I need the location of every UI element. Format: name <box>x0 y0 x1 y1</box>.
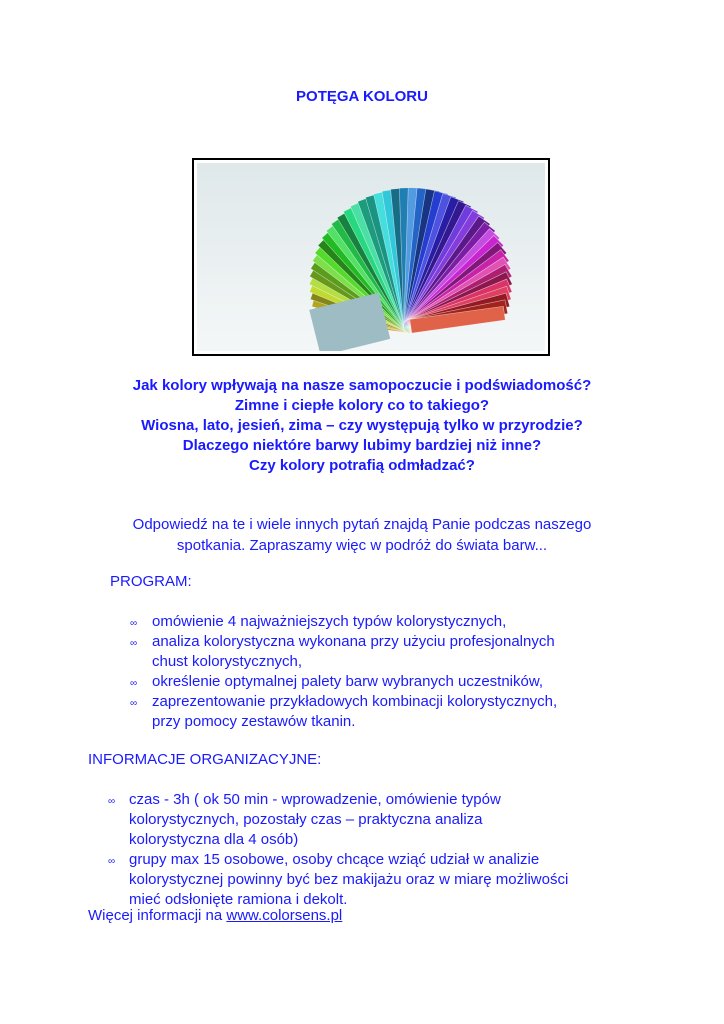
color-swatch-fan-image <box>192 158 550 356</box>
questions-block <box>60 376 664 476</box>
page-title: POTĘGA KOLORU <box>296 88 428 105</box>
question-line: Zimne i ciepłe kolory co to takiego? <box>234 397 490 414</box>
website-link[interactable]: www.colorsens.pl <box>226 907 343 924</box>
infinity-bullet-icon: ∞ <box>108 796 116 807</box>
swatch-fan-graphic <box>197 163 545 351</box>
infinity-bullet-icon: ∞ <box>130 678 138 689</box>
info-list <box>0 790 649 910</box>
program-list <box>0 612 652 732</box>
list-item: ∞ analiza kolorystyczna wykonana przy użyciu profesjonalnych chust kolorystycznych, <box>130 633 555 670</box>
question-line: Czy kolory potrafią odmładzać? <box>249 457 475 474</box>
more-info-line <box>88 907 342 924</box>
question-line: Wiosna, lato, jesień, zima – czy występują tylko w przyrodzie? <box>141 417 583 434</box>
list-item: ∞ zaprezentowanie przykładowych kombinacji kolorystycznych, przy pomocy zestawów tkanin. <box>130 693 558 730</box>
question-line: Dlaczego niektóre barwy lubimy bardziej niż inne? <box>182 437 542 454</box>
question-line: Jak kolory wpływają na nasze samopoczucie i podświadomość? <box>132 377 592 394</box>
list-item: ∞ omówienie 4 najważniejszych typów kolorystycznych, <box>0 612 652 632</box>
program-heading: PROGRAM: <box>110 573 192 590</box>
intro-line: spotkania. Zapraszamy więc w podróż do świata barw... <box>176 537 548 554</box>
infinity-bullet-icon: ∞ <box>108 856 116 867</box>
infinity-bullet-icon: ∞ <box>130 618 138 629</box>
list-item: ∞ określenie optymalnej palety barw wybranych uczestników, <box>0 672 652 692</box>
intro-paragraph <box>60 514 664 556</box>
list-item: ∞ czas - 3h ( ok 50 min - wprowadzenie, omówienie typów kolorystycznych, pozostały czas – praktyczna analiza kolorystyczna dla 4 osób) <box>108 791 501 848</box>
list-item: ∞ grupy max 15 osobowe, osoby chcące wziąć udział w analizie kolorystycznej powinny być bez makijażu oraz w miarę możliwości mieć odsłonięte ramiona i dekolt. <box>108 851 569 908</box>
more-info-text: Więcej informacji na <box>88 907 227 924</box>
infinity-bullet-icon: ∞ <box>130 698 138 709</box>
intro-line: Odpowiedź na te i wiele innych pytań znajdą Panie podczas naszego <box>132 516 592 533</box>
info-heading: INFORMACJE ORGANIZACYJNE: <box>88 751 322 768</box>
infinity-bullet-icon: ∞ <box>130 638 138 649</box>
